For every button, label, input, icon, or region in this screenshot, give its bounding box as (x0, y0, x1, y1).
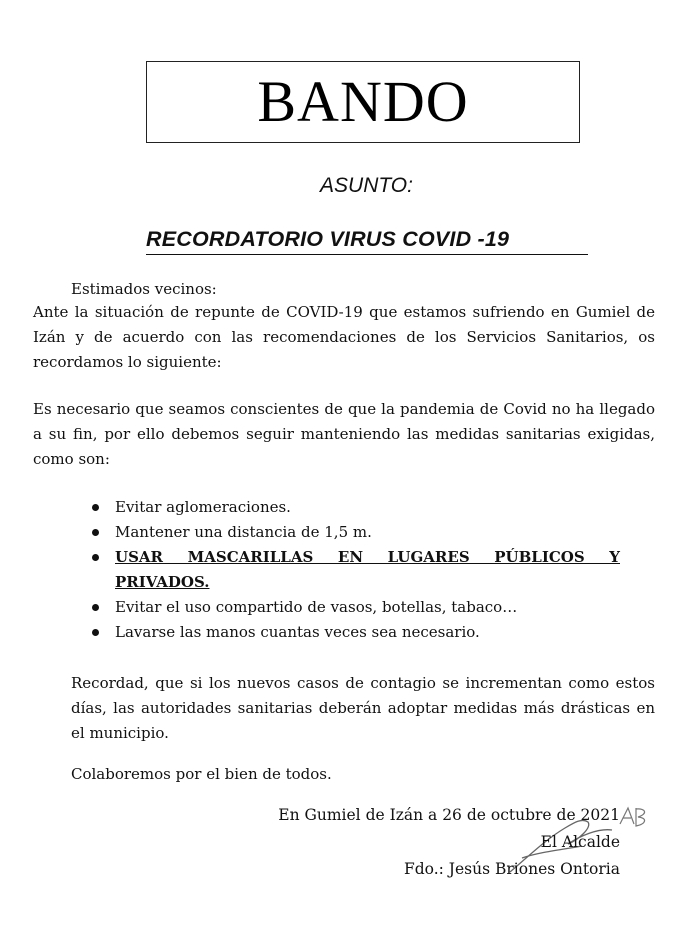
signer-role: El Alcalde (540, 833, 620, 851)
bullet-icon (92, 629, 99, 636)
list-item-text: Evitar aglomeraciones. (115, 498, 291, 516)
subject-heading: RECORDATORIO VIRUS COVID -19 (146, 227, 588, 255)
title-box (146, 61, 580, 143)
intro-paragraph: Ante la situación de repunte de COVID-19 que estamos sufriendo en Gumiel de Izán y de acuerdo con las recomendaciones de los Servicios Sanitarios, os recordamos lo siguiente: (33, 303, 655, 371)
document-title: BANDO (257, 69, 469, 134)
asunto-label: ASUNTO: (320, 174, 413, 197)
warning-paragraph: Recordad, que si los nuevos casos de contagio se incrementan como estos días, las autoridades sanitarias deberán adoptar medidas más drásticas en el municipio. (71, 674, 655, 742)
list-item-text: Lavarse las manos cuantas veces sea necesario. (115, 623, 480, 641)
list-item (92, 520, 620, 545)
bullet-icon (92, 529, 99, 536)
list-item (92, 620, 620, 645)
signer-name: Fdo.: Jesús Briones Ontoria (403, 860, 620, 878)
signature-block (278, 802, 620, 883)
bullet-icon (92, 604, 99, 611)
measures-list (92, 495, 620, 645)
list-item-text: Mantener una distancia de 1,5 m. (115, 523, 372, 541)
bullet-icon (92, 504, 99, 511)
list-item (92, 495, 620, 520)
list-item-text: USAR MASCARILLAS EN LUGARES PÚBLICOS Y PRIVADOS. (115, 548, 620, 591)
list-item (92, 595, 620, 620)
list-item-text: Evitar el uso compartido de vasos, botellas, tabaco… (115, 598, 518, 616)
place-date: En Gumiel de Izán a 26 de octubre de 2021 (278, 806, 620, 824)
closing-line: Colaboremos por el bien de todos. (71, 765, 332, 783)
greeting: Estimados vecinos: (71, 280, 217, 298)
measures-intro-paragraph: Es necesario que seamos conscientes de que la pandemia de Covid no ha llegado a su fin, por ello debemos seguir manteniendo las medidas sanitarias exigidas, como son: (33, 400, 655, 468)
bullet-icon (92, 554, 99, 561)
list-item-emphasized (92, 545, 620, 595)
